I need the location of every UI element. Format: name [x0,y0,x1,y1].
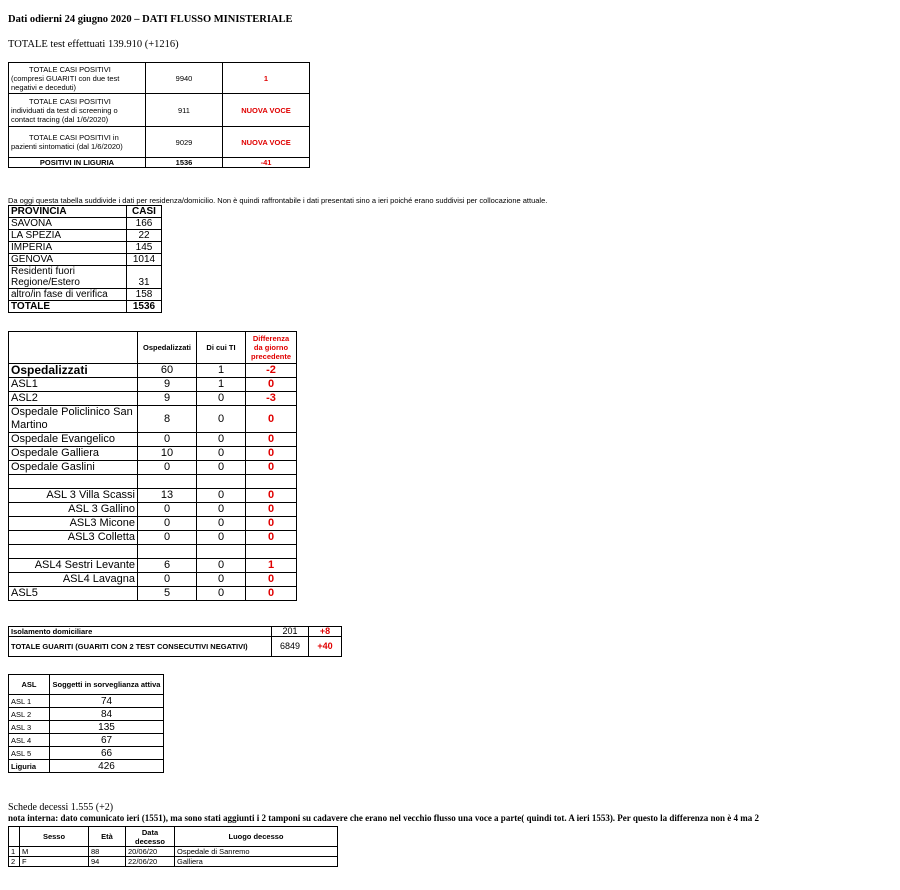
cell: 0 [197,406,246,433]
table-row [9,378,297,392]
cell: Ospedalizzati [9,364,138,378]
deaths-note: nota interna: dato comunicato ieri (1551), ma sono stati aggiunti i 2 tamponi su cadavere che erano nel vecchio flusso una voce a parte( quindi tot. A ieri 1553). Per questo la differenza non è 4 ma 2 [8,813,759,823]
cell: ASL1 [9,378,138,392]
table-row [9,627,342,637]
cell: 1 [246,559,297,573]
column-header [9,827,20,847]
cell: 8 [138,406,197,433]
cell: F [20,857,89,867]
cell: 158 [127,289,162,301]
row-value: 911 [146,94,223,127]
cell: 0 [197,503,246,517]
cell [246,545,297,559]
row-delta: NUOVA VOCE [223,127,310,158]
cell: ASL3 Colletta [9,531,138,545]
cell: ASL3 Micone [9,517,138,531]
cell: Residenti fuori Regione/Estero [9,266,127,289]
cell [9,545,138,559]
cell: Galliera [175,857,338,867]
cell: 0 [197,392,246,406]
column-header: Ospedalizzati [138,332,197,364]
cell: ASL 3 Gallino [9,503,138,517]
cell: 10 [138,447,197,461]
cell: 1 [9,847,20,857]
column-header: CASI [127,206,162,218]
deaths-title: Schede decessi 1.555 (+2) [8,802,114,813]
cell: 0 [197,489,246,503]
cell: ASL5 [9,587,138,601]
cell: LA SPEZIA [9,230,127,242]
row-label: TOTALE CASI POSITIVI individuati da test di screening o contact tracing (dal 1/6/2020) [9,94,146,127]
table-row [9,158,310,168]
table-row [9,364,297,378]
row-label: POSITIVI IN LIGURIA [9,158,146,168]
cell: 94 [89,857,126,867]
row-label: Isolamento domiciliare [9,627,272,637]
table-row [9,573,297,587]
isolation-table [8,626,342,657]
deaths-table [8,826,338,867]
cell [138,475,197,489]
cell: 0 [246,489,297,503]
cell: M [20,847,89,857]
cell: 20/06/20 [126,847,175,857]
table-row [9,747,164,760]
cell: ASL 5 [9,747,50,760]
cell: 0 [246,517,297,531]
summary-table [8,62,310,168]
column-header: Sesso [20,827,89,847]
table-row [9,254,162,266]
table-row [9,531,297,545]
table-row [9,695,164,708]
row-value: 9940 [146,63,223,94]
cell: 66 [50,747,164,760]
table-row [9,289,162,301]
row-delta: NUOVA VOCE [223,94,310,127]
cell [197,545,246,559]
cell: Ospedale Galliera [9,447,138,461]
cell: 145 [127,242,162,254]
table-header [9,827,338,847]
cell: ASL 4 [9,734,50,747]
column-header: Luogo decesso [175,827,338,847]
table-row [9,734,164,747]
cell: altro/in fase di verifica [9,289,127,301]
cell: 0 [138,531,197,545]
cell: 0 [197,517,246,531]
column-header: ASL [9,675,50,695]
row-value: 1536 [146,158,223,168]
cell: 0 [197,531,246,545]
cell: -2 [246,364,297,378]
cell: ASL4 Sestri Levante [9,559,138,573]
column-header: Di cui TI [197,332,246,364]
cell: 9 [138,392,197,406]
table-row [9,218,162,230]
row-delta: +40 [309,637,342,657]
column-header: Data decesso [126,827,175,847]
page-title: Dati odierni 24 giugno 2020 – DATI FLUSSO MINISTERIALE [8,14,293,25]
table-row [9,266,162,289]
cell: ASL 3 [9,721,50,734]
table-row [9,242,162,254]
cell: 0 [197,447,246,461]
cell: 0 [246,461,297,475]
cell: 0 [246,433,297,447]
table-row [9,847,338,857]
table-row [9,721,164,734]
cell: 13 [138,489,197,503]
cell: 0 [138,461,197,475]
table-row [9,489,297,503]
province-table [8,205,162,313]
table-header [9,332,297,364]
table-row [9,230,162,242]
column-header: Soggetti in sorveglianza attiva [50,675,164,695]
row-delta: 1 [223,63,310,94]
cell: 0 [246,503,297,517]
surveillance-table [8,674,164,773]
cell: 88 [89,847,126,857]
cell: 135 [50,721,164,734]
cell: 60 [138,364,197,378]
cell [246,475,297,489]
table-row [9,545,297,559]
column-header: Differenza da giorno precedente [246,332,297,364]
province-note: Da oggi questa tabella suddivide i dati per residenza/domicilio. Non è quindi raffrontabile i dati presentati sino a ieri poiché erano suddivisi per collocazione attuale. [8,196,548,205]
cell: Ospedale Gaslini [9,461,138,475]
cell: 6 [138,559,197,573]
table-row [9,475,297,489]
column-header: Età [89,827,126,847]
cell [138,545,197,559]
cell: 0 [138,517,197,531]
table-row [9,63,310,94]
total-tests: TOTALE test effettuati 139.910 (+1216) [8,39,179,50]
cell: ASL2 [9,392,138,406]
table-row [9,447,297,461]
cell: ASL 3 Villa Scassi [9,489,138,503]
row-label: TOTALE GUARITI (GUARITI CON 2 TEST CONSECUTIVI NEGATIVI) [9,637,272,657]
cell: 9 [138,378,197,392]
cell: 0 [246,573,297,587]
cell: 0 [246,378,297,392]
cell: -3 [246,392,297,406]
cell [9,475,138,489]
table-row [9,301,162,313]
table-row [9,461,297,475]
column-header: PROVINCIA [9,206,127,218]
cell: 74 [50,695,164,708]
cell: 1 [197,364,246,378]
table-row [9,559,297,573]
cell: 0 [197,573,246,587]
cell: 0 [138,573,197,587]
table-row [9,127,310,158]
cell: Ospedale Policlinico San Martino [9,406,138,433]
cell: 0 [246,587,297,601]
row-label: TOTALE CASI POSITIVI in pazienti sintomatici (dal 1/6/2020) [9,127,146,158]
cell: TOTALE [9,301,127,313]
cell: 0 [138,503,197,517]
cell [197,475,246,489]
row-delta: +8 [309,627,342,637]
table-row [9,433,297,447]
cell: 0 [197,587,246,601]
column-header [9,332,138,364]
table-row [9,406,297,433]
cell: 22/06/20 [126,857,175,867]
cell: 31 [127,266,162,289]
table-row [9,517,297,531]
table-row [9,503,297,517]
cell: 2 [9,857,20,867]
table-row [9,857,338,867]
cell: ASL 2 [9,708,50,721]
cell: 166 [127,218,162,230]
cell: ASL 1 [9,695,50,708]
cell: 22 [127,230,162,242]
cell: 1 [197,378,246,392]
cell: 0 [246,406,297,433]
cell: 426 [50,760,164,773]
cell: 0 [138,433,197,447]
cell: 0 [246,447,297,461]
cell: Ospedale Evangelico [9,433,138,447]
table-row [9,637,342,657]
table-header [9,206,162,218]
cell: 0 [246,531,297,545]
row-value: 9029 [146,127,223,158]
row-value: 6849 [272,637,309,657]
cell: IMPERIA [9,242,127,254]
row-label: TOTALE CASI POSITIVI (compresi GUARITI con due test negativi e deceduti) [9,63,146,94]
cell: 1536 [127,301,162,313]
cell: 0 [197,461,246,475]
cell: 0 [197,559,246,573]
table-row [9,94,310,127]
table-row [9,587,297,601]
table-header [9,675,164,695]
table-row [9,760,164,773]
cell: Liguria [9,760,50,773]
row-delta: -41 [223,158,310,168]
cell: 84 [50,708,164,721]
cell: SAVONA [9,218,127,230]
cell: GENOVA [9,254,127,266]
cell: 5 [138,587,197,601]
cell: ASL4 Lavagna [9,573,138,587]
row-value: 201 [272,627,309,637]
table-row [9,708,164,721]
hospital-table [8,331,297,601]
cell: 0 [197,433,246,447]
cell: Ospedale di Sanremo [175,847,338,857]
cell: 67 [50,734,164,747]
cell: 1014 [127,254,162,266]
table-row [9,392,297,406]
